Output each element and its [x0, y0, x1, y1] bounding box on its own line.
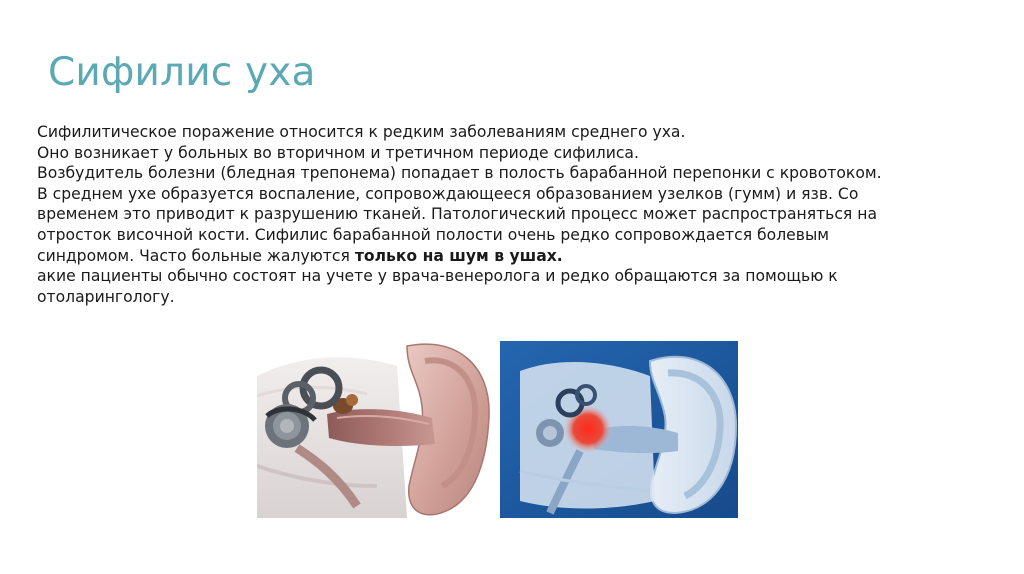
text-line: Сифилитическое поражение относится к редким заболеваниям среднего уха.: [37, 123, 686, 141]
text-line: временем это приводит к разрушению тканей. Патологический процесс может распространяться на: [37, 205, 878, 224]
text-line: отросток височной кости. Сифилис барабанной полости очень редко сопровождается болевым: [37, 225, 830, 244]
text-line: акие пациенты обычно состоят на учете у врача-венеролога и редко обращаются за помощью к: [37, 267, 838, 286]
slide-title: Сифилис уха: [48, 50, 316, 95]
text-line-with-emphasis: [37, 246, 997, 267]
text-line: В среднем ухе образуется воспаление, сопровождающееся образованием узелков (гумм) и язв. Со: [37, 184, 859, 203]
middle-ear-inflammation-image: [500, 341, 738, 518]
ear-anatomy-image: [257, 336, 491, 518]
text-line: Возбудитель болезни (бледная трепонема) попадает в полость барабанной перепонки с кровотоком.: [37, 164, 882, 183]
text-line: отоларингологу.: [37, 287, 175, 306]
emphasis-text: только на шум в ушах.: [354, 246, 563, 265]
text-line: Оно возникает у больных во вторичном и третичном периоде сифилиса.: [37, 143, 639, 162]
slide-body-text: [37, 122, 997, 307]
text-line-prefix: синдромом. Часто больные жалуются: [37, 246, 355, 265]
